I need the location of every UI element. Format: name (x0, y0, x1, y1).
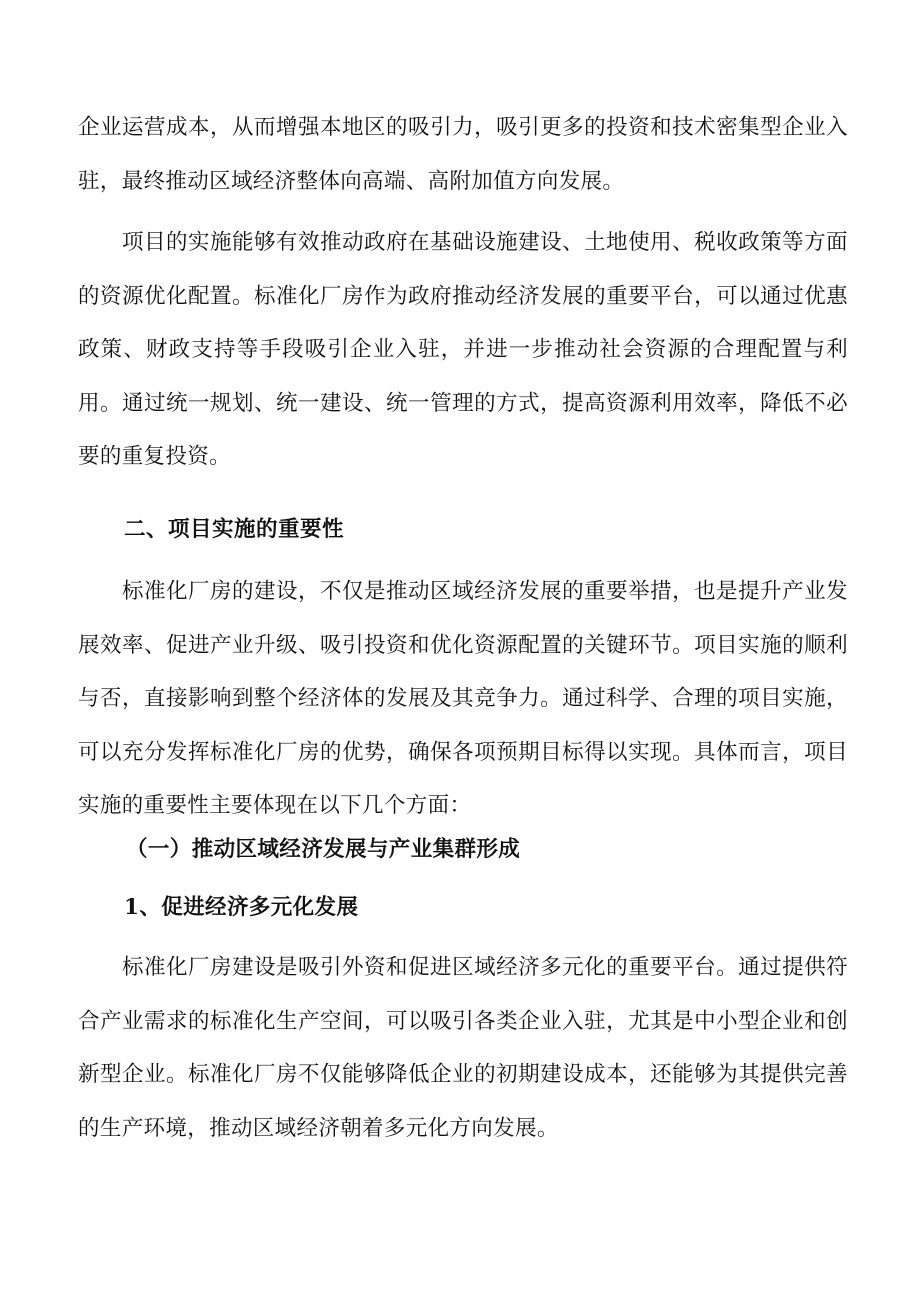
body-paragraph-resource-allocation: 项目的实施能够有效推动政府在基础设施建设、土地使用、税收政策等方面的资源优化配置。标准化厂房作为政府推动经济发展的重要平台，可以通过优惠政策、财政支持等手段吸引企业入驻，并进一步推动社会资源的合理配置与利用。通过统一规划、统一建设、统一管理的方式，提高资源利用效率，降低不必要的重复投资。 (78, 230, 848, 469)
body-paragraph-continuation: 企业运营成本，从而增强本地区的吸引力，吸引更多的投资和技术密集型企业入驻，最终推动区域经济整体向高端、高附加值方向发展。 (78, 115, 848, 194)
section-heading: 二、项目实施的重要性 (124, 517, 345, 542)
body-paragraph-diversification: 标准化厂房建设是吸引外资和促进区域经济多元化的重要平台。通过提供符合产业需求的标准化生产空间，可以吸引各类企业入驻，尤其是中小型企业和创新型企业。标准化厂房不仅能够降低企业的初期建设成本，还能够为其提供完善的生产环境，推动区域经济朝着多元化方向发展。 (78, 955, 848, 1141)
subsection-heading: （一）推动区域经济发展与产业集群形成 (126, 837, 521, 862)
body-paragraph-importance: 标准化厂房的建设，不仅是推动区域经济发展的重要举措，也是提升产业发展效率、促进产业升级、吸引投资和优化资源配置的关键环节。项目实施的顺利与否，直接影响到整个经济体的发展及其竞争力。通过科学、合理的项目实施，可以充分发挥标准化厂房的优势，确保各项预期目标得以实现。具体而言，项目实施的重要性主要体现在以下几个方面： (78, 579, 848, 818)
item-heading: 1、促进经济多元化发展 (124, 895, 359, 920)
